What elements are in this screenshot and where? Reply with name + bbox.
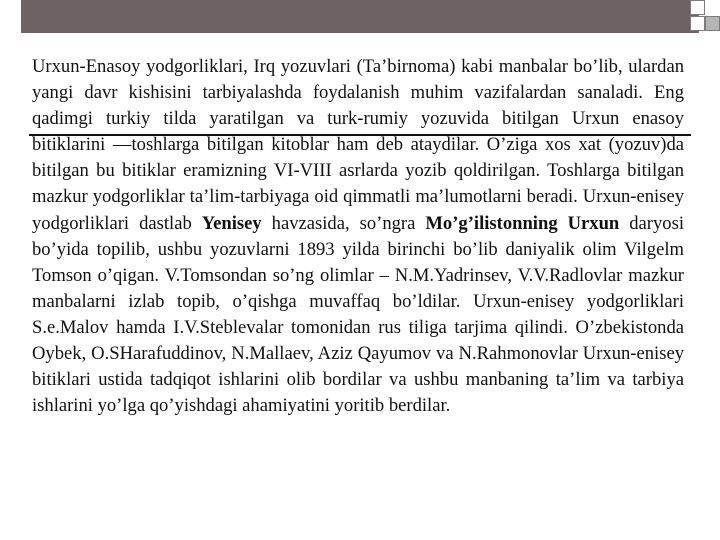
text-run: Urxun-Enasoy yodgorliklari, Irq yozuvlari (Ta’birnoma) kabi manbalar bo’lib, ulardan yangi davr kishisini tarbiyalashda foydalanish muhim vazifalardan sanaladi. Eng qadimgi turkiy tilda yaratilgan va turk-rumiy yozuvida bitilgan Urxun enasoy bitiklarini —toshlarga bitilgan kitoblar ham deb ataydilar. O’ziga xos xat (yozuv)da bitilgan bu bitiklar eramizning VI-VIII asrlarda yozib qoldirilgan. Toshlarga bitilgan mazkur yodgorliklar ta’lim-tarbiyaga oid qimmatli ma’lumotlarni beradi. Urxun-enisey yodgorliklari dastlab [32,56,684,234]
corner-square-decoration [690,0,705,15]
corner-square-decoration [690,16,705,31]
bold-term-urxun: Mo’g’ilistonning Urxun [425,212,620,234]
header-band [21,0,699,33]
text-run: havzasida, so’ngra [261,212,426,234]
corner-square-decoration [705,16,720,31]
body-paragraph [32,54,684,419]
bold-term-yenisey: Yenisey [201,212,262,234]
text-run: daryosi bo’yida topilib, ushbu yozuvlarni 1893 yilda birinchi bo’lib daniyalik olim Vilgelm Tomson o’qigan. V.Tomsondan so’ng olimlar – N.M.Yadrinsev, V.V.Radlovlar mazkur manbalarni izlab topib, o’qishga muvaffaq bo’ldilar. Urxun-enisey yodgorliklari S.e.Malov hamda I.V.Steblevalar tomonidan rus tiliga tarjima qilindi. O’zbekistonda Oybek, O.SHarafuddinov, N.Mallaev, Aziz Qayumov va N.Rahmonovlar Urxun-enisey bitiklari ustida tadqiqot ishlarini olib bordilar va ushbu manbaning ta’lim va tarbiya ishlarini yo’lga qo’yishdagi ahamiyatini yoritib berdilar. [32,212,684,417]
